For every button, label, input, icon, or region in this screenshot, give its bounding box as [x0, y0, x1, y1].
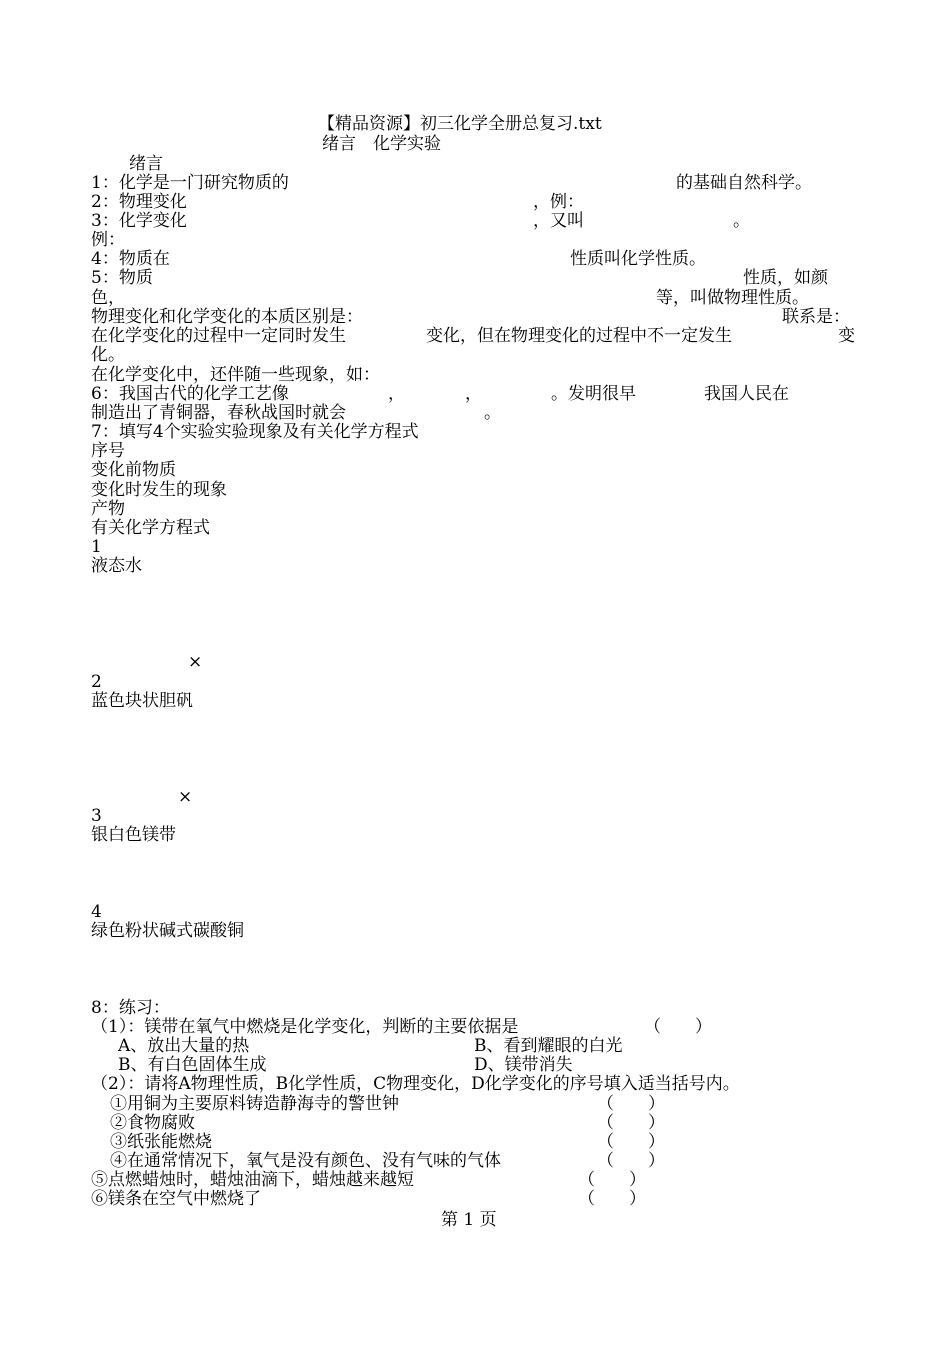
q1-text-end: 的基础自然科学。	[676, 173, 812, 193]
answer-parentheses: （ ）	[644, 1017, 712, 1037]
q5-text-start: 5：物质	[91, 268, 153, 288]
exercise-q1: （1）：镁带在氧气中燃烧是化学变化，判断的主要依据是	[91, 1017, 519, 1037]
q6-text-cont: 制造出了青铜器，春秋战国时就会	[91, 403, 346, 423]
q3-text-start: 3：化学变化	[91, 211, 187, 231]
q2-text-start: 2：物理变化	[91, 192, 187, 212]
answer-parentheses: （ ）	[597, 1094, 665, 1114]
table-row-number: 1	[91, 537, 102, 557]
q3-text-mid: ，又叫	[533, 211, 584, 231]
table-row-number: 3	[91, 806, 102, 826]
q6-text-start: 6：我国古代的化学工艺像	[91, 384, 289, 404]
q3-example: 例：	[91, 230, 125, 250]
table-header: 序号	[91, 441, 125, 461]
exercise-sub-item: ④在通常情况下，氧气是没有颜色、没有气味的气体	[110, 1151, 501, 1171]
table-header: 变化时发生的现象	[91, 480, 227, 500]
table-header: 变化前物质	[91, 460, 176, 480]
q4-text-end: 性质叫化学性质。	[570, 249, 706, 269]
answer-parentheses: （ ）	[597, 1113, 665, 1133]
q5-text-cont: 色，	[91, 288, 125, 308]
relation-text-mid: 变化，但在物理变化的过程中不一定发生	[426, 326, 732, 346]
table-header: 产物	[91, 499, 125, 519]
answer-parentheses: （ ）	[597, 1151, 665, 1171]
exercise-sub-item: ①用铜为主要原料铸造静海寺的警世钟	[110, 1094, 399, 1114]
relation-text-cont: 化。	[91, 345, 125, 365]
table-row-substance: 蓝色块状胆矾	[91, 691, 193, 711]
q4-text-start: 4：物质在	[91, 249, 170, 269]
option-b: B、看到耀眼的白光	[474, 1036, 623, 1056]
q5-text-mid: 性质，如颜	[743, 268, 828, 288]
exercise-title: 8：练习：	[91, 998, 170, 1018]
answer-parentheses: （ ）	[578, 1170, 646, 1190]
document-title: 【精品资源】初三化学全册总复习.txt	[318, 114, 602, 134]
table-row-number: 2	[91, 672, 102, 692]
section-heading: 绪言	[129, 154, 163, 174]
q7-text: 7：填写4个实验实验现象及有关化学方程式	[91, 422, 419, 442]
cross-mark: ×	[178, 787, 193, 807]
q6-text-mid: 。发明很早	[551, 384, 636, 404]
option-d: D、镁带消失	[474, 1055, 573, 1075]
cross-mark: ×	[188, 652, 203, 672]
q2-text-end: ，例：	[533, 192, 584, 212]
q6-comma-2: ，	[465, 384, 482, 404]
table-row-substance: 绿色粉状碱式碳酸铜	[91, 921, 244, 941]
q6-comma-1: ，	[388, 384, 405, 404]
phenomena-text: 在化学变化中，还伴随一些现象，如：	[91, 365, 380, 385]
document-subtitle: 绪言 化学实验	[322, 134, 441, 154]
table-row-substance: 液态水	[91, 556, 142, 576]
option-a: A、放出大量的热	[118, 1036, 250, 1056]
answer-parentheses: （ ）	[597, 1132, 665, 1152]
q6-text-end: 。	[484, 403, 501, 423]
q3-text-end: 。	[733, 211, 750, 231]
exercise-sub-item: ⑤点燃蜡烛时，蜡烛油滴下，蜡烛越来越短	[91, 1170, 414, 1190]
relation-text-end: 变	[838, 326, 855, 346]
difference-text: 物理变化和化学变化的本质区别是：	[91, 307, 363, 327]
table-row-number: 4	[91, 902, 102, 922]
exercise-sub-item: ③纸张能燃烧	[110, 1132, 212, 1152]
table-header: 有关化学方程式	[91, 518, 210, 538]
q5-text-end: 等，叫做物理性质。	[656, 288, 809, 308]
relation-text-start: 在化学变化的过程中一定同时发生	[91, 326, 346, 346]
answer-parentheses: （ ）	[578, 1189, 646, 1209]
table-row-substance: 银白色镁带	[91, 825, 176, 845]
exercise-sub-item: ②食物腐败	[110, 1113, 195, 1133]
relation-label: 联系是：	[782, 307, 850, 327]
exercise-q2: （2）：请将A物理性质，B化学性质，C物理变化，D化学变化的序号填入适当括号内。	[91, 1074, 740, 1094]
q1-text-start: 1：化学是一门研究物质的	[91, 173, 289, 193]
exercise-sub-item: ⑥镁条在空气中燃烧了	[91, 1189, 261, 1209]
page-number: 第 1 页	[441, 1210, 497, 1230]
option-c: B、有白色固体生成	[118, 1055, 267, 1075]
q6-text-mid2: 我国人民在	[704, 384, 789, 404]
